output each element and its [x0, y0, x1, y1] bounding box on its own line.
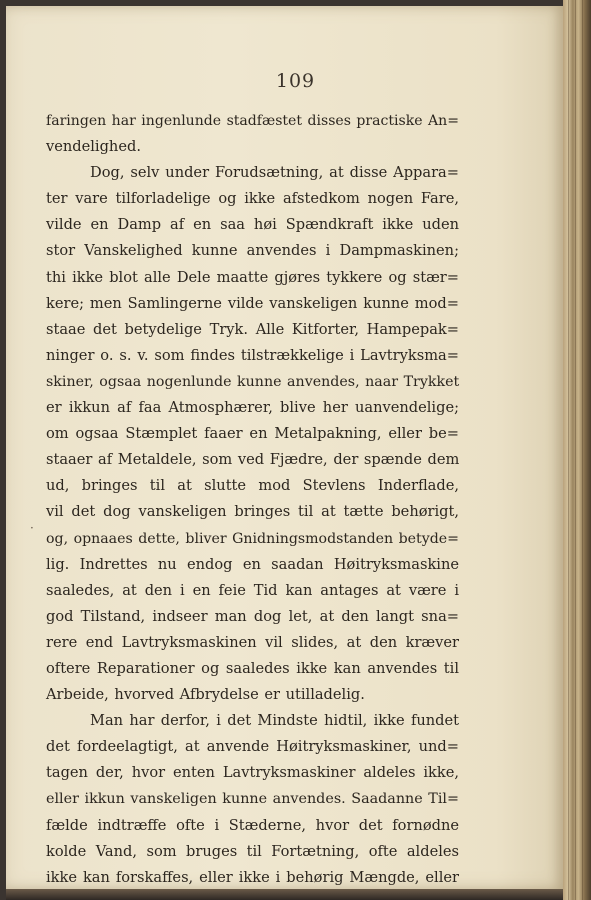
text-line: eller ikkun vanskeligen kunne anvendes. Saadanne Til= — [46, 791, 459, 808]
text-line: vilde en Damp af en saa høi Spændkraft ikke uden — [46, 216, 459, 234]
text-line: kere; men Samlingerne vilde vanskeligen kunne mod= — [46, 294, 459, 312]
text-line: ud, bringes til at slutte mod Stevlens Inderflade, — [46, 477, 459, 495]
margin-dot: · — [30, 521, 34, 535]
book-spine-edge — [563, 0, 591, 900]
text-line: ninger o. s. v. som findes tilstrækkelige i Lavtryksma= — [46, 346, 459, 364]
text-line: skiner, ogsaa nogenlunde kunne anvendes, naar Trykket — [46, 373, 460, 390]
text-line: det fordeelagtigt, at anvende Høitryksmaskiner, und= — [46, 738, 459, 756]
text-line: saaledes, at den i en feie Tid kan antages at være i — [46, 581, 459, 599]
body-text — [46, 108, 459, 891]
text-line: stor Vanskelighed kunne anvendes i Dampmaskinen; — [46, 242, 459, 260]
text-line: rere end Lavtryksmaskinen vil slides, at den kræver — [46, 633, 459, 651]
text-line: ikke kan forskaffes, eller ikke i behørig Mængde, eller — [46, 868, 459, 886]
text-line: er ikkun af faa Atmosphærer, blive her uanvendelige; — [46, 399, 459, 417]
text-line: Man har derfor, i det Mindste hidtil, ikke fundet — [90, 712, 459, 730]
text-line: Arbeide, hvorved Afbrydelse er utilladelig. — [46, 686, 365, 704]
text-line: tagen der, hvor enten Lavtryksmaskiner aldeles ikke, — [46, 764, 459, 782]
text-line: ter vare tilforladelige og ikke afstedkom nogen Fare, — [46, 190, 459, 208]
text-line: vendelighed. — [46, 138, 141, 156]
spine-shadow-line — [575, 0, 576, 900]
text-line: god Tilstand, indseer man dog let, at den langt sna= — [46, 607, 459, 625]
text-line: om ogsaa Stæmplet faaer en Metalpakning, eller be= — [46, 425, 459, 443]
text-line: vil det dog vanskeligen bringes til at tætte behørigt, — [46, 503, 459, 521]
text-line: fælde indtræffe ofte i Stæderne, hvor det fornødne — [46, 816, 459, 834]
text-line: oftere Reparationer og saaledes ikke kan anvendes til — [46, 659, 459, 677]
text-line: staae det betydelige Tryk. Alle Kitforter, Hampepak= — [46, 320, 459, 338]
spine-shadow-line — [568, 0, 569, 900]
text-line: faringen har ingenlunde stadfæstet disses practiske An= — [46, 113, 459, 129]
text-line: staaer af Metaldele, som ved Fjædre, der spænde dem — [46, 451, 460, 469]
text-line: kolde Vand, som bruges til Fortætning, ofte aldeles — [46, 842, 459, 860]
text-line: Dog, selv under Forudsætning, at disse Appara= — [90, 164, 459, 182]
text-line: og, opnaaes dette, bliver Gnidningsmodstanden betyde= — [46, 530, 459, 547]
page-number: 109 — [275, 70, 316, 92]
text-line: lig. Indrettes nu endog en saadan Høitryksmaskine — [46, 555, 459, 573]
text-line: thi ikke blot alle Dele maatte gjøres tykkere og stær= — [46, 268, 459, 286]
spine-shadow-line — [582, 0, 583, 900]
